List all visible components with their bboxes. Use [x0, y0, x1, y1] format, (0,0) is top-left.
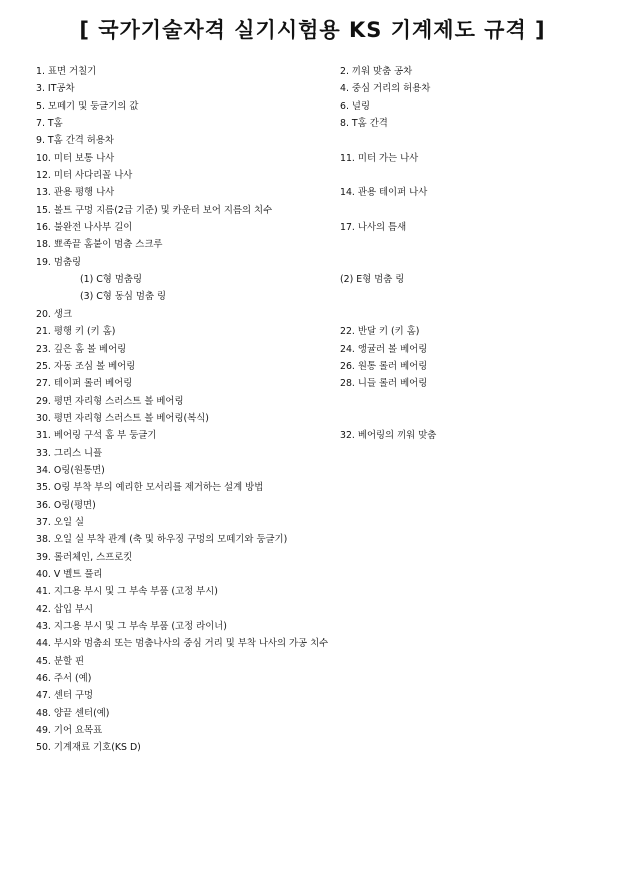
toc-row [36, 583, 616, 600]
toc-item-right: 24. 앵귤러 볼 베어링 [340, 343, 428, 355]
toc-row [36, 653, 616, 670]
toc-item-left: 35. O링 부착 부의 예리한 모서리를 제거하는 설계 방법 [36, 482, 264, 494]
toc-row [36, 306, 616, 323]
toc-item-left: 16. 불완전 나사부 길이 [36, 222, 133, 234]
toc-item-right: 28. 니들 롤러 베어링 [340, 378, 428, 390]
toc-item-left: 3. IT공차 [36, 83, 75, 95]
toc-row [36, 63, 616, 80]
toc-item-left: 33. 그리스 니플 [36, 447, 103, 459]
toc-row [36, 549, 616, 566]
toc-row [36, 115, 616, 132]
toc-item-left: 36. O링(평면) [36, 499, 96, 511]
toc-row [36, 497, 616, 514]
toc-item-right: 2. 끼워 맞춤 공차 [340, 66, 413, 77]
toc-row [36, 462, 616, 479]
toc-item-left: 44. 부시와 멈춤쇠 또는 멈춤나사의 중심 거리 및 부착 나사의 가공 치수 [36, 638, 329, 650]
toc-item-left: 42. 삽입 부시 [36, 603, 94, 615]
toc-item-left: 41. 지그용 부시 및 그 부속 부품 (고정 부시) [36, 586, 218, 598]
toc-item-right: 8. T홈 간격 [340, 118, 388, 130]
toc-row [36, 150, 616, 167]
toc-row [36, 514, 616, 531]
toc-row [36, 393, 616, 410]
toc-row [36, 445, 616, 462]
toc-item-left: 34. O링(원통면) [36, 464, 105, 476]
toc-row [36, 531, 616, 548]
toc-item-left: (1) C형 멈춤링 [80, 274, 143, 286]
toc-item-left: (3) C형 동심 멈춤 링 [80, 291, 167, 303]
toc-row [36, 132, 616, 149]
toc-row [36, 601, 616, 618]
toc-row [36, 219, 616, 236]
toc-row [36, 375, 616, 392]
toc-row [36, 341, 616, 358]
toc-item-left: 25. 자동 조심 볼 베어링 [36, 360, 136, 372]
toc-item-left: 12. 미터 사다리꼴 나사 [36, 170, 133, 182]
toc-item-right: 32. 베어링의 끼워 맞춤 [340, 430, 437, 442]
toc-item-right: (2) E형 멈춤 링 [340, 274, 405, 286]
toc-item-right: 6. 널링 [340, 100, 371, 112]
toc-row [36, 427, 616, 444]
toc-row [36, 635, 616, 652]
toc-item-left: 48. 양끝 센터(예) [36, 707, 110, 719]
toc-row [36, 98, 616, 115]
toc-item-right: 14. 관용 테이퍼 나사 [340, 187, 428, 199]
toc-item-left: 40. V 벨트 풀리 [36, 568, 103, 580]
toc-item-left: 50. 기계재료 기호(KS D) [36, 742, 141, 754]
toc-item-left: 10. 미터 보통 나사 [36, 152, 115, 164]
toc-item-left: 13. 관용 평행 나사 [36, 187, 115, 199]
toc-item-right: 11. 미터 가는 나사 [340, 152, 419, 164]
toc-item-right: 17. 나사의 틈새 [340, 222, 407, 234]
toc-item-left: 43. 지그용 부시 및 그 부속 부품 (고정 라이너) [36, 621, 227, 632]
toc-item-left: 39. 롤러체인, 스프로킷 [36, 551, 133, 563]
toc-row [36, 670, 616, 687]
toc-row [36, 705, 616, 722]
toc-item-left: 38. 오일 실 부착 관계 (축 및 하우징 구멍의 모떼기와 둥글기) [36, 534, 288, 546]
toc-row [36, 739, 616, 756]
toc-row [36, 479, 616, 496]
toc-row [36, 288, 616, 305]
toc-item-right: 4. 중심 거리의 허용차 [340, 83, 431, 95]
toc-item-right: 22. 반달 키 (키 홈) [340, 326, 420, 338]
toc-item-left: 20. 생크 [36, 308, 73, 320]
toc-item-left: 1. 표면 거칠기 [36, 66, 97, 77]
document-title: [ 국가기술자격 실기시험용 KS 기계제도 규격 ] [79, 18, 546, 42]
toc-item-left: 18. 뾰족끝 홈붙이 멈춤 스크루 [36, 239, 163, 251]
toc-row [36, 254, 616, 271]
table-of-contents [36, 63, 616, 757]
toc-item-left: 47. 센터 구멍 [36, 690, 94, 702]
toc-row [36, 202, 616, 219]
toc-item-left: 30. 평면 자리형 스러스트 볼 베어링(복식) [36, 412, 209, 424]
toc-item-left: 31. 베어링 구석 홈 부 둥글기 [36, 430, 157, 442]
toc-item-left: 19. 멈춤링 [36, 256, 82, 268]
toc-row [36, 323, 616, 340]
toc-row [36, 687, 616, 704]
toc-item-left: 49. 기어 요목표 [36, 725, 103, 737]
toc-item-left: 37. 오일 실 [36, 516, 85, 528]
toc-item-left: 23. 깊은 홈 볼 베어링 [36, 343, 127, 355]
toc-item-left: 46. 주서 (예) [36, 673, 92, 685]
toc-row [36, 236, 616, 253]
toc-item-left: 9. T홈 간격 허용차 [36, 135, 114, 147]
toc-row [36, 566, 616, 583]
toc-item-left: 7. T홈 [36, 118, 63, 130]
toc-row [36, 410, 616, 427]
toc-item-right: 26. 원통 롤러 베어링 [340, 360, 428, 372]
toc-item-left: 15. 볼트 구멍 지름(2급 기준) 및 카운터 보어 지름의 치수 [36, 204, 273, 216]
toc-item-left: 45. 분할 핀 [36, 655, 85, 667]
toc-row [36, 167, 616, 184]
toc-item-left: 29. 평면 자리형 스러스트 볼 베어링 [36, 395, 184, 407]
toc-item-left: 21. 평행 키 (키 홈) [36, 326, 116, 338]
toc-item-left: 5. 모떼기 및 둥글기의 값 [36, 100, 139, 112]
toc-row [36, 271, 616, 288]
toc-row [36, 618, 616, 635]
toc-item-left: 27. 테이퍼 롤러 베어링 [36, 378, 133, 390]
toc-row [36, 184, 616, 201]
toc-row [36, 358, 616, 375]
toc-row [36, 80, 616, 97]
toc-row [36, 722, 616, 739]
